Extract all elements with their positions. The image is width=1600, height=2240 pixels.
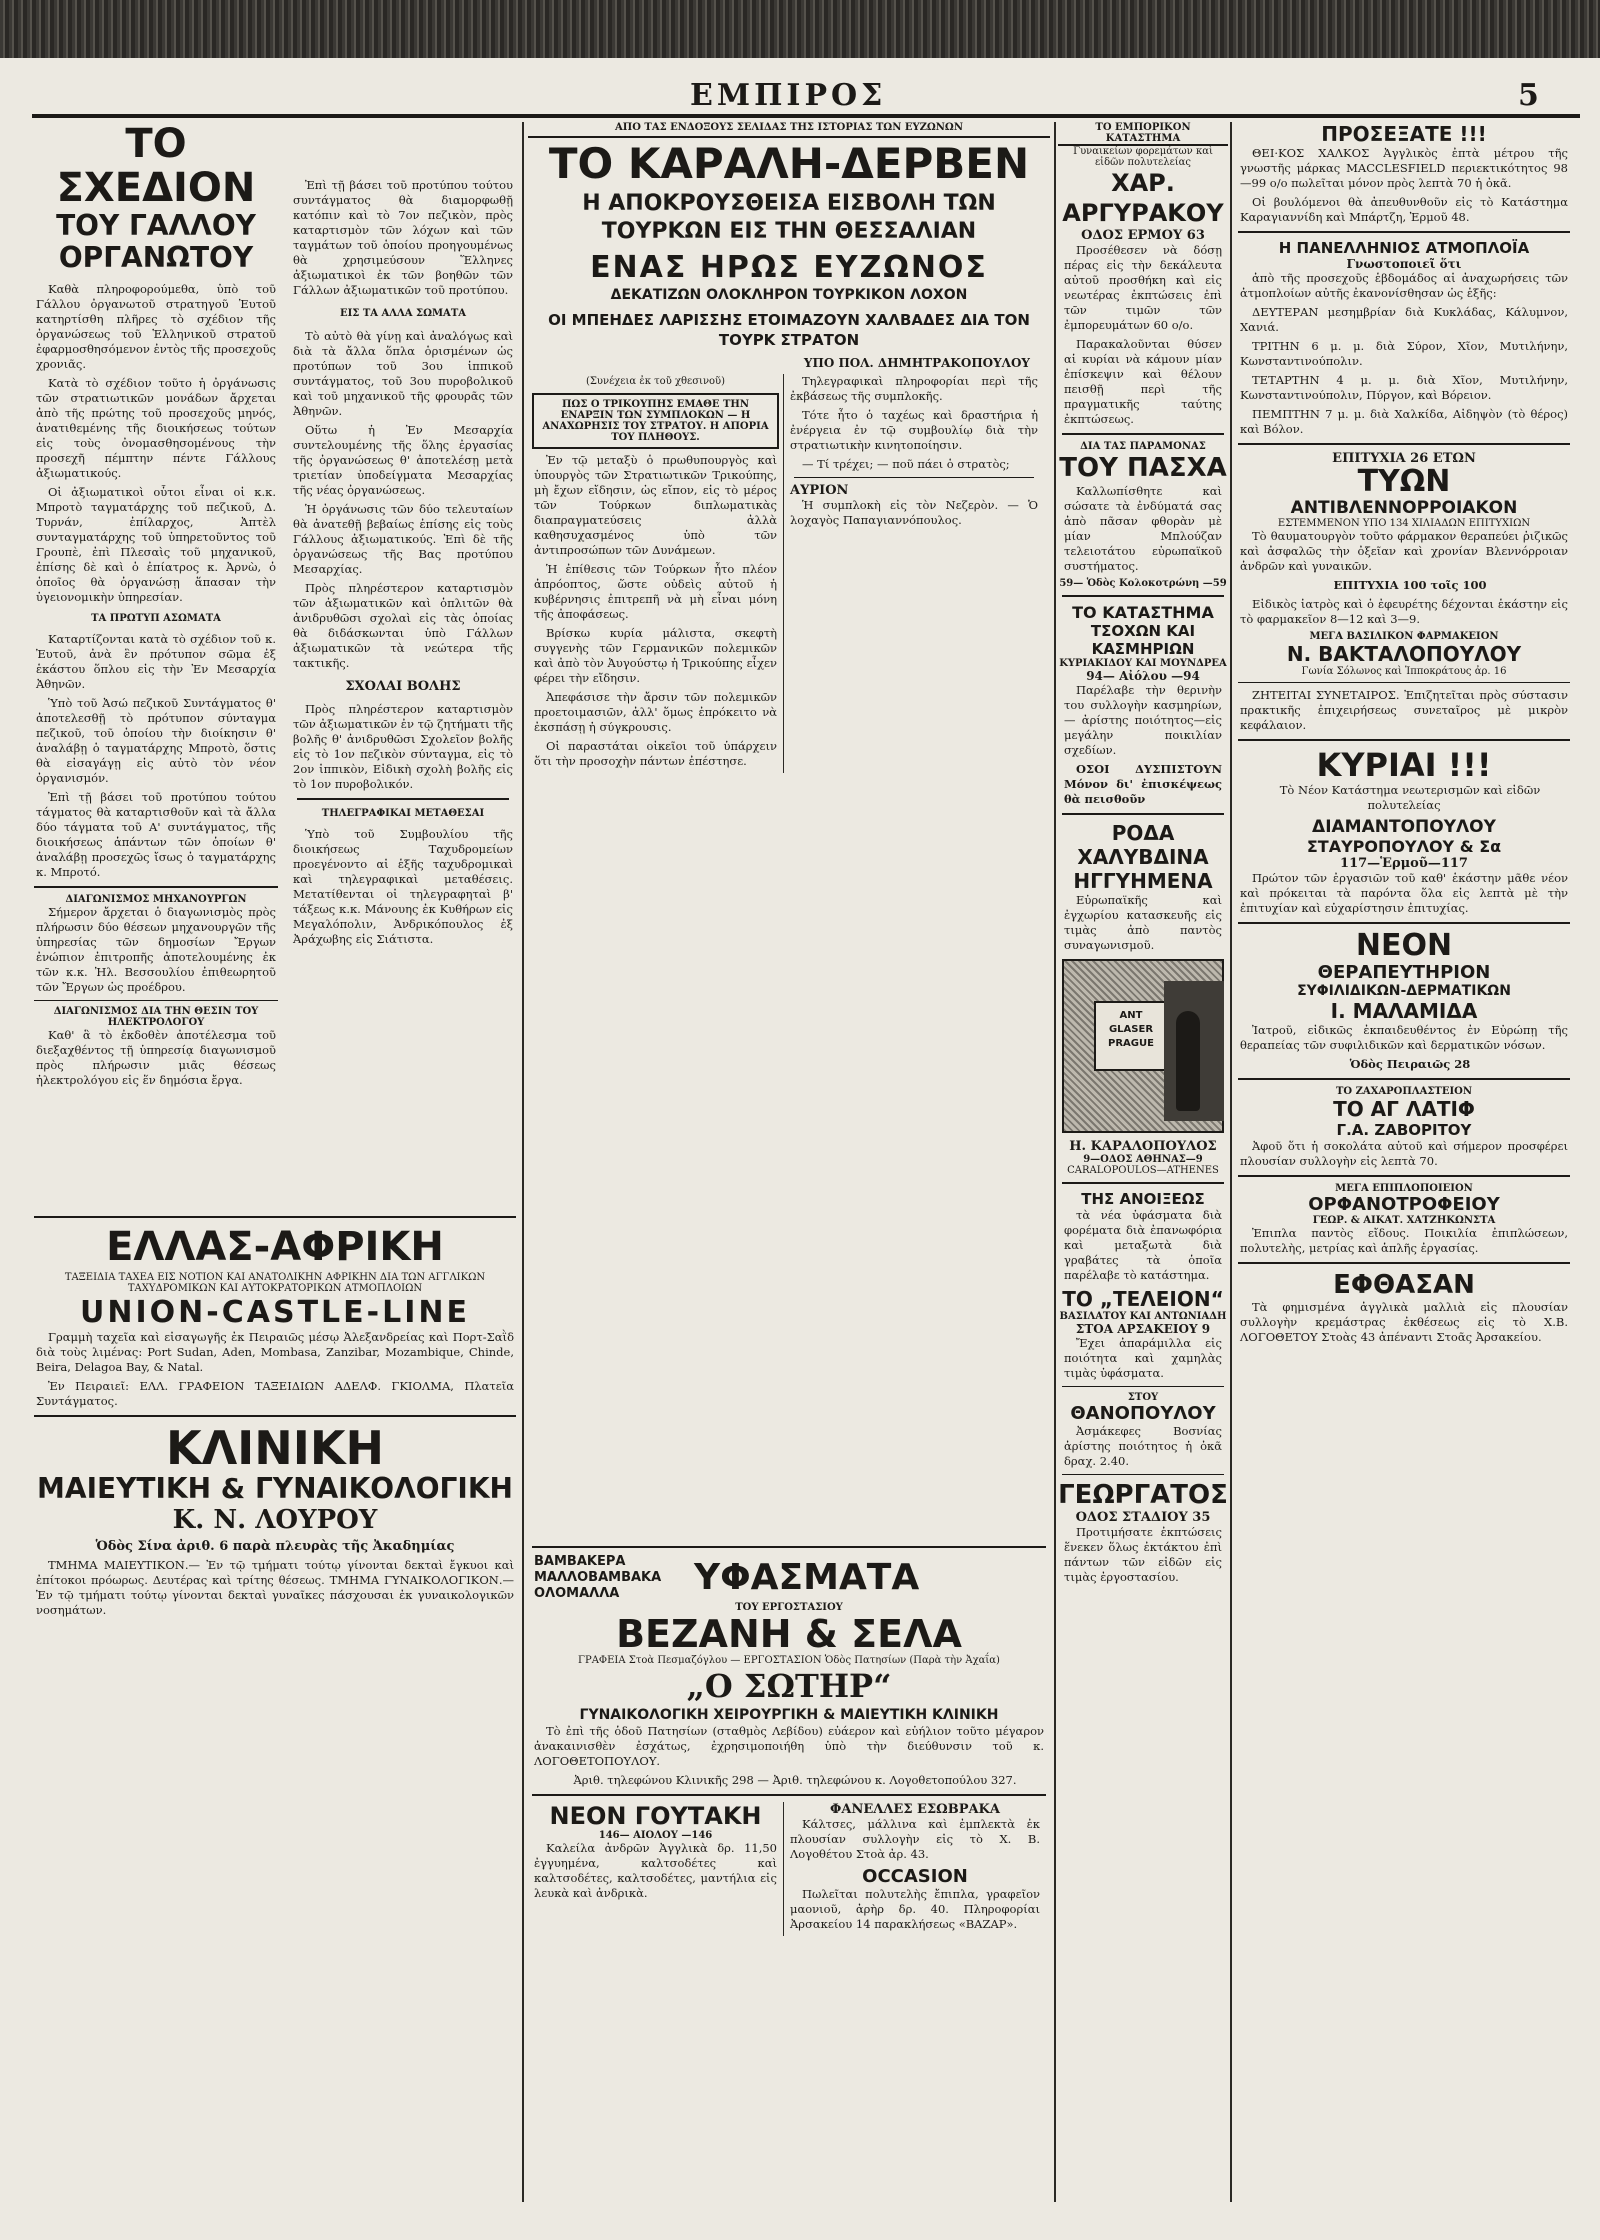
ad-headline: ΟΡΦΑΝΟΤΡΟΦΕΙΟΥ <box>1308 1194 1500 1215</box>
divider <box>1238 682 1570 683</box>
ad-headline: OCCASION <box>862 1866 968 1887</box>
subheadline: ΤΟΥ ΓΑΛΛΟΥ ΟΡΓΑΝΩΤΟΥ <box>56 209 256 274</box>
paragraph: Τὸ θαυματουργὸν τοῦτο φάρμακον θεραπεύει ῥιζικῶς καὶ ἀσφαλῶς τὴν ὀξεῖαν καὶ χρονίαν Βλεννόρροιαν ἀνδρῶν καὶ γυναικῶν. <box>1240 529 1568 573</box>
paragraph: Ὑπὸ τοῦ Συμβουλίου τῆς διοικήσεως Ταχυδρομείων προεγένοντο αἱ ἑξῆς ταχυδρομικαὶ καὶ τηλεγραφικαὶ μεταθέσεις. Μετατίθενται οἱ τηλεγραφηταὶ β' τάξεως κ.κ. Μάνουης ἐκ Κυθήρων εἰς Μεγαλόπολιν, Ἀνδρικόπουλος ἐξ Ἀράχωβης εἰς Σιάτιστα. <box>293 827 513 946</box>
column-rule <box>1054 122 1056 2202</box>
column-rule <box>522 122 524 2202</box>
ad-address: 117—Ἑρμοῦ—117 <box>1340 856 1468 871</box>
ad-kicker: ΜΕΓΑ ΕΠΙΠΛΟΠΟΙΕΙΟΝ <box>1335 1183 1473 1194</box>
paragraph: Εἰδικὸς ἰατρὸς καὶ ὁ ἐφευρέτης δέχονται ἑκάστην εἰς τὸ φαρμακεῖον 8—12 καὶ 3—9. <box>1240 597 1568 626</box>
ad-kicker: ΤΟ ΕΜΠΟΡΙΚΟΝ ΚΑΤΑΣΤΗΜΑ <box>1058 122 1228 146</box>
ad-address: 94— Αἰόλου —94 <box>1086 669 1200 683</box>
section-heading: ΤΑ ΠΡΩΤΥΠ ΑΣΩΜΑΤΑ <box>91 613 221 624</box>
ad-address: ΓΡΑΦΕΙΑ Στοὰ Πεσμαζόγλου — ΕΡΓΟΣΤΑΣΙΟΝ Ὁδὸς Πατησίων (Παρὰ τὴν Ἀχαΐα) <box>578 1655 1000 1666</box>
paragraph: Ἡ ὀργάνωσις τῶν δύο τελευταίων θὰ ἀνατεθῇ βεβαίως ἐπίσης εἰς τοὺς Γάλλους ἀξιωματικούς. Ἐπὶ δὲ τῆς ὀργανώσεως τῆς Βας προτύπου Μεσαρχίας. <box>293 502 513 576</box>
ad-headline: ΕΦΘΑΣΑΝ <box>1333 1270 1475 1300</box>
divider <box>297 798 509 800</box>
page-number: 5 <box>1518 78 1539 113</box>
ad-body <box>1240 1226 1568 1256</box>
ad-headline: ΤΟ ΚΑΤΑΣΤΗΜΑ <box>1072 603 1214 622</box>
paragraph: Τηλεγραφικαὶ πληροφορίαι περὶ τῆς ἐκβάσεως τῆς συμπλοκῆς. <box>790 374 1038 403</box>
ad-body <box>1064 484 1222 574</box>
ad-body <box>1064 1208 1222 1283</box>
ad-goutaki <box>528 1802 783 1936</box>
ad-headline: ΧΑΡ. ΑΡΓΥΡΑΚΟΥ <box>1062 169 1224 227</box>
ads-block-center <box>528 1540 1050 2200</box>
paragraph: ΤΕΤΑΡΤΗΝ 4 μ. μ. διὰ Χῖον, Μυτιλήνην, Κωνσταντινούπολιν, Πύργον, καὶ Βόρειον. <box>1240 373 1568 402</box>
paragraph: Καταρτίζονται κατὰ τὸ σχέδιον τοῦ κ. Ἐυτοῦ, ἀνὰ ἓν πρότυπον σῶμα ἐξ ἑκάστου ὅπλου εἰς τὴν Ἐν Μεσαρχία Ἀθηνῶν. <box>36 632 276 691</box>
paragraph: Πρὸς πληρέστερον καταρτισμὸν τῶν ἀξιωματικῶν ἐν τῷ ζητήματι τῆς βολῆς θ' ἀνιδρυθῶσι Σχολεῖον βολῆς εἰς τὸ 1ον πεζικὸν σύνταγμα, εἰς τὸ 2ον ἱππικὸν, Εἰδικὴ σχολὴ βολῆς εἰς τὸ 1ον πυροβολικόν. <box>293 702 513 791</box>
ad-body <box>790 1817 1040 1862</box>
ad-address: Γωνία Σόλωνος καὶ Ἱπποκράτους ἀρ. 16 <box>1301 666 1507 677</box>
ad-body <box>1064 1424 1222 1469</box>
ads-column-4 <box>1058 122 1228 2202</box>
shop-photo <box>1062 959 1224 1133</box>
ad-headline: ΥΦΑΣΜΑΤΑ <box>694 1557 920 1598</box>
article-body <box>534 453 777 769</box>
ad-address: 146— ΑΙΟΛΟΥ —146 <box>598 1830 713 1841</box>
ad-kicker: ΤΟ ΖΑΧΑΡΟΠΛΑΣΤΕΙΟΝ <box>1335 1086 1473 1097</box>
scan-edge <box>0 0 1600 58</box>
paragraph: Ἀπεφάσισε τὴν ἄρσιν τῶν πολεμικῶν προετοιμασιῶν, ἀλλ' ὅμως ἐπρόκειτο νὰ ἐκσπάσῃ ἡ σύγκρουσις. <box>534 690 777 734</box>
ad-headline: ΤΗΣ ΑΝΟΙΞΕΩΣ <box>1081 1190 1205 1208</box>
section-heading: ΔΙΑΓΩΝΙΣΜΟΣ ΔΙΑ ΤΗΝ ΘΕΣΙΝ ΤΟΥ ΗΛΕΚΤΡΟΛΟΓΟΥ <box>53 1006 259 1028</box>
paragraph: Οἱ βουλόμενοι θὰ ἀπευθυνθοῦν εἰς τὸ Κατάστημα Καραγιαννίδη καὶ Μπάρτζη, Ἑρμοῦ 48. <box>1240 195 1568 224</box>
ad-company: Η. ΚΑΡΑΛΟΠΟΥΛΟΣ <box>1069 1139 1217 1154</box>
ad-headline: ΤΥΩΝ <box>1357 464 1451 499</box>
paragraph: Παρέλαβε τὴν θερινὴν του συλλογὴν κασμηρίων, — ἀρίστης ποιότητος—εἰς μεγάλην ποικιλίαν σχεδίων. <box>1064 683 1222 757</box>
ad-body <box>790 1887 1040 1932</box>
paragraph: ΖΗΤΕΙΤΑΙ ΣΥΝΕΤΑΙΡΟΣ. Ἐπιζητεῖται πρὸς σύστασιν πρακτικῆς ἐπιχειρήσεως συνεταῖρος μὲ μικρὸν κεφάλαιον. <box>1240 688 1568 732</box>
ad-subheading: ΤΟΥ ΕΡΓΟΣΤΑΣΙΟΥ <box>735 1602 843 1613</box>
ad-headline: ΚΥΡΙΑΙ !!! <box>1316 746 1492 784</box>
ad-headline: ΓΕΩΡΓΑΤΟΣ <box>1058 1480 1228 1510</box>
subheadline: Η ΑΠΟΚΡΟΥΣΘΕΙΣΑ ΕΙΣΒΟΛΗ ΤΩΝ ΤΟΥΡΚΩΝ ΕΙΣ ΤΗΝ ΘΕΣΣΑΛΙΑΝ <box>582 191 996 244</box>
divider <box>532 1794 1046 1796</box>
ad-body <box>1240 783 1568 813</box>
ad-headline: ΘΕΡΑΠΕΥΤΗΡΙΟΝ <box>1317 962 1491 983</box>
article-body <box>293 178 513 947</box>
paragraph: Προτιμήσατε ἐκπτώσεις ἕνεκεν ὅλως ἐκτάκτου ἐπὶ πάντων τῶν εἰδῶν εἰς τιμὰς ἐργοστασίου. <box>1064 1525 1222 1584</box>
ad-body <box>1240 871 1568 916</box>
divider <box>1062 433 1224 435</box>
person-figure <box>1176 1011 1200 1111</box>
ad-company: Ι. ΜΑΛΑΜΙΔΑ <box>1330 999 1478 1023</box>
paragraph: Τότε ἦτο ὁ ταχέως καὶ δραστήρια ἡ ἐνέργεια ἐν τῷ συμβουλίῳ διὰ τὴν στρατιωτικὴν κινητοποίησιν. <box>790 408 1038 452</box>
divider <box>1062 813 1224 815</box>
ad-company: ΔΙΑΜΑΝΤΟΠΟΥΛΟΥ <box>1312 817 1496 837</box>
paragraph: Κάλτσες, μάλλινα καὶ ἐμπλεκτὰ ἐκ πλουσίαν συλλογὴν εἰς τὸ Χ. Β. Λογοθέτου Στοὰ ἀρ. 43. <box>790 1817 1040 1861</box>
ad-company: „Ο ΣΩΤΗΡ“ <box>686 1667 892 1705</box>
paragraph: Καθ' ἃ τὸ ἐκδοθὲν ἀποτέλεσμα τοῦ διεξαχθέντος τῇ ὑπηρεσίᾳ διαγωνισμοῦ πρὸς πλήρωσιν μιᾶς θέσεως ἠλεκτρολόγου εἰς ἕν δημόσια ἔργα. <box>36 1028 276 1087</box>
ad-headline: ΤΟ „ΤΕΛΕΙΟΝ“ <box>1062 1287 1224 1311</box>
article-body <box>36 1028 276 1088</box>
paragraph: ΕΠΙΤΥΧΙΑ 100 τοῖς 100 <box>1333 578 1487 592</box>
ad-body <box>1064 1336 1222 1381</box>
masthead-rule <box>32 114 1580 118</box>
ad-headline: ΗΓΓΥΗΜΕΝΑ <box>1073 869 1213 893</box>
ad-address: 9—ΟΔΟΣ ΑΘΗΝΑΣ—9 <box>1083 1154 1203 1165</box>
paragraph: Πρώτον τῶν ἐργασιῶν τοῦ καθ' ἑκάστην μᾶθε νέον καὶ πρόκειται τὰ παρόντα ὅλα εἰς λεπτὰ μὲ τὴν ἐπιτυχίαν καὶ εὐχαρίστησιν ἐπιτυχίας. <box>1240 871 1568 915</box>
shop-sign: ANT GLASER PRAGUE <box>1094 1001 1168 1071</box>
article-column-2 <box>287 122 519 1202</box>
ad-kicker: ΕΠΙΤΥΧΙΑ 26 ΕΤΩΝ <box>1332 451 1476 466</box>
ad-address: 59— Ὁδὸς Κολοκοτρώνη —59 <box>1059 578 1227 589</box>
paragraph: Ὑπὸ τοῦ Ἀσώ πεζικοῦ Συντάγματος θ' ἀποτελεσθῇ τὸ πρότυπον σύνταγμα πεζικοῦ, τοῦ ὁποίου τὴν διοίκησιν θ' ἀναλάβῃ ὁ ταγματάρχης Μπροτὸ, ὅστις θὰ εἰσαγάγῃ εἰς αὐτὸ τὸν νέον ὀργανισμόν. <box>36 696 276 785</box>
ad-headline: ΤΣΟΧΩΝ ΚΑΙ ΚΑΣΜΗΡΙΩΝ <box>1090 622 1196 658</box>
paragraph: Κατὰ τὸ σχέδιον τοῦτο ἡ ὀργάνωσις τῶν στρατιωτικῶν μονάδων ἄρχεται ἀπὸ τῆς πρώτης τοῦ προσεχοῦς μηνός, ἀνατιθεμένης τῆς διοικήσεως τούτων εἰς τοὺς ὀνομασθησομένους τὴν προσεχῆ πέμπτην πέντε Γάλλους ἀξιωματικούς. <box>36 376 276 480</box>
paragraph: ΔΕΥΤΕΡΑΝ μεσημβρίαν διὰ Κυκλάδας, Κάλυμνον, Χανιά. <box>1240 305 1568 334</box>
ad-headline: ΠΡΟΣΕΞΑΤΕ !!! <box>1321 122 1487 146</box>
ad-kicker: ΔΙΑ ΤΑΣ ΠΑΡΑΜΟΝΑΣ <box>1080 441 1206 452</box>
ad-fanelles <box>784 1802 1046 1936</box>
divider <box>1238 1175 1570 1177</box>
paragraph: Τὰ φημισμένα ἀγγλικὰ μαλλιὰ εἰς πλουσίαν συλλογὴν κρεμάστρας ἐκθέσεως εἰς τὸ Χ.Β. ΛΟΓΟΘΕΤΟΥ Στοὰς 43 ἀπέναντι Στοᾶς Ἀρσακείου. <box>1240 1300 1568 1344</box>
article-body <box>36 282 276 880</box>
divider <box>1238 443 1570 445</box>
ad-body <box>1240 1300 1568 1345</box>
paragraph: Ὁδὸς Πειραιῶς 28 <box>1349 1057 1471 1071</box>
ad-subheading: Γνωστοποιεῖ ὅτι <box>1346 257 1462 271</box>
section-heading: ΠΩΣ Ο ΤΡΙΚΟΥΠΗΣ ΕΜΑΘΕ ΤΗΝ ΕΝΑΡΞΙΝ ΤΩΝ ΣΥΜΠΛΟΚΩΝ — Η ΑΝΑΧΩΡΗΣΙΣ ΤΟΥ ΣΤΡΑΤΟΥ. Η ΑΠΟΡΙΑ ΤΟΥ ΠΛΗΘΟΥΣ. <box>532 393 779 449</box>
paragraph: Εὐρωπαϊκῆς καὶ ἐγχωρίου κατασκευῆς εἰς τιμὰς ἀπὸ παντὸς συναγωνισμοῦ. <box>1064 893 1222 952</box>
divider <box>794 477 1034 478</box>
ads-block-left <box>30 1210 520 2200</box>
ad-address: Ὁδὸς Σίνα ἀριθ. 6 παρὰ πλευρὰς τῆς Ἀκαδημίας <box>95 1539 455 1554</box>
subheadline: ΕΝΑΣ ΗΡΩΣ ΕΥΖΩΝΟΣ <box>590 250 988 285</box>
masthead <box>0 78 1600 118</box>
article-kicker: ΑΠΟ ΤΑΣ ΕΝΔΟΞΟΥΣ ΣΕΛΙΔΑΣ ΤΗΣ ΙΣΤΟΡΙΑΣ ΤΩΝ ΕΥΖΩΝΩΝ <box>528 122 1050 138</box>
article-right-column <box>784 374 1044 773</box>
ad-headline: ΦΑΝΕΛΛΕΣ ΕΣΩΒΡΑΚΑ <box>830 1802 1000 1817</box>
ad-headline: ΑΝΤΙΒΛΕΝΝΟΡΡΟΙΑΚΟΝ <box>1290 498 1518 518</box>
ad-headline: ΝΕΟΝ <box>1355 928 1453 963</box>
paragraph: Οἱ παραστάται οἰκεῖοι τοῦ ὑπάρχειν ὅτι τὴν προσοχὴν πάντων ἐπέστησε. <box>534 739 777 768</box>
paragraph: ἀπὸ τῆς προσεχοῦς ἑβδομάδος αἱ ἀναχωρήσεις τῶν ἀτμοπλοίων αὐτῆς ἐκανονίσθησαν ὡς ἑξῆς: <box>1240 271 1568 300</box>
ad-headline: ΤΟ ΑΓ ΛΑΤΙΦ <box>1333 1097 1475 1121</box>
ad-body <box>534 1841 777 1901</box>
divider <box>34 1000 278 1001</box>
byline: ΥΠΟ ΠΟΛ. ΔΗΜΗΤΡΑΚΟΠΟΥΛΟΥ <box>803 356 1030 370</box>
paragraph: ΤΡΙΤΗΝ 6 μ. μ. διὰ Σύρον, Χῖον, Μυτιλήνην, Κωνσταντινούπολιν. <box>1240 339 1568 368</box>
paragraph: Τὸ Νέον Κατάστημα νεωτερισμῶν καὶ εἰδῶν πολυτελείας <box>1279 783 1541 812</box>
ad-product-list: ΒΑΜΒΑΚΕΡΑ ΜΑΛΛΟΒΑΜΒΑΚΑ ΟΛΟΜΑΛΛΑ <box>534 1554 662 1601</box>
paragraph: Ἀσμάκεφες Βοσνίας ἀρίστης ποιότητος ἡ ὀκᾶ δραχ. 2.40. <box>1064 1424 1222 1468</box>
ad-body <box>1064 683 1222 807</box>
ad-body <box>1240 688 1568 733</box>
ad-body <box>534 1724 1044 1788</box>
ad-body <box>36 1558 514 1618</box>
paragraph: Τὸ ἐπὶ τῆς ὁδοῦ Πατησίων (σταθμὸς Λεβίδου) εὐάερον καὶ εὐήλιον τοῦτο μέγαρον ἀνακαινισθὲν ἐσχάτως, ἐχρησιμοποιήθη ὑπὸ τὴν διεύθυνσιν τοῦ κ. ΛΟΓΟΘΕΤΟΠΟΥΛΟΥ. <box>534 1724 1044 1768</box>
ad-body <box>1240 146 1568 225</box>
newspaper-title: ΕΜΠΙΡΟΣ <box>690 78 887 113</box>
headline: ΤΟ ΣΧΕΔΙΟΝ <box>56 122 256 211</box>
paragraph: — Τί τρέχει; — ποῦ πάει ὁ στρατὸς; <box>802 457 1010 471</box>
paragraph: Καλείλα ἀνδρῶν Ἀγγλικὰ δρ. 11,50 ἐγγυημένα, καλτσοδέτες καὶ καλτσοδέτες, καλτσοδέτες, μαντήλια εἰς λευκὰ καὶ ἀνδρικὰ. <box>534 1841 777 1900</box>
ad-subheading: ΓΥΝΑΙΚΟΛΟΓΙΚΗ ΧΕΙΡΟΥΡΓΙΚΗ & ΜΑΙΕΥΤΙΚΗ ΚΛΙΝΙΚΗ <box>579 1707 999 1723</box>
ad-headline: ΘΑΝΟΠΟΥΛΟΥ <box>1070 1403 1216 1424</box>
ad-address: CARALOPOULOS—ATHENES <box>1067 1165 1219 1176</box>
subheadline: ΔΕΚΑΤΙΖΩΝ ΟΛΟΚΛΗΡΟΝ ΤΟΥΡΚΙΚΟΝ ΛΟΧΟΝ <box>610 287 968 303</box>
ad-body <box>1064 243 1222 427</box>
divider <box>1062 1474 1224 1475</box>
paragraph: ΤΜΗΜΑ ΜΑΙΕΥΤΙΚΟΝ.— Ἐν τῷ τμήματι τούτῳ γίνονται δεκταὶ ἔγκυοι καὶ ἐπίτοκοι πρόωρως. Δευτέρας καὶ τρίτης θέσεως. ΤΜΗΜΑ ΓΥΝΑΙΚΟΛΟΓΙΚΟΝ.— Ἐν τῷ τμήματι τούτῳ γίνονται δεκταὶ γυναῖκες πάσχουσαι ἐκ γυναικολογικῶν νοσημάτων. <box>36 1558 514 1617</box>
ads-column-5 <box>1234 122 1574 2202</box>
column-rule <box>1230 122 1232 2202</box>
paragraph: τὰ νέα ὑφάσματα διὰ φορέματα διὰ ἐπανωφόρια καὶ μεταξωτὰ διὰ γραβάτες τὰ ὁποῖα παρέλαβε τὸ κατάστημα. <box>1064 1208 1222 1282</box>
paragraph: ΟΣΟΙ ΔΥΣΠΙΣΤΟΥΝ Μόνον δι' ἐπισκέψεως θὰ πεισθοῦν <box>1064 762 1222 806</box>
paragraph: Τὸ αὐτὸ θὰ γίνῃ καὶ ἀναλόγως καὶ διὰ τὰ ἄλλα ὅπλα ὁρισμένων ὡς προτύπων τοῦ 3ου ἱππικοῦ συντάγματος, τοῦ 3ου πυροβολικοῦ καὶ τοῦ μηχανικοῦ τῆς φρουρᾶς τῶν Ἀθηνῶν. <box>293 329 513 418</box>
ad-name: Κ. Ν. ΛΟΥΡΟΥ <box>172 1505 378 1535</box>
ad-body <box>1064 893 1222 953</box>
paragraph: Ἐν τῷ μεταξὺ ὁ πρωθυπουργὸς καὶ ὑπουργὸς τῶν Στρατιωτικῶν Τρικούπης, μὴ ἔχων εἴδησιν, ὡς εἴπον, εἰς τὸ μέρος τῶν Τούρκων διπλωματικὰς διαπραγματεύσεις ἀλλὰ καθησυχασμένος ὑπὸ τῶν ἀντιπροσώπων τῶν Δυνάμεων. <box>534 453 777 557</box>
ad-subheading: ΒΑΣΙΛΑΤΟΥ ΚΑΙ ΑΝΤΩΝΙΑΔΗ <box>1059 1311 1227 1322</box>
paragraph: Πωλεῖται πολυτελὴς ἔπιπλα, γραφεῖον μαονιοῦ, ἀρὴρ δρ. 40. Πληροφορίαι Ἀρσακείου 14 παρακλήσεως «ΒΑΖΑΡ». <box>790 1887 1040 1931</box>
ad-subheading: Γυναικείων φορεμάτων καὶ εἰδῶν πολυτελείας <box>1073 146 1213 168</box>
ad-kicker: ΣΤΟΥ <box>1127 1392 1159 1403</box>
ad-address: ΣΤΟΑ ΑΡΣΑΚΕΙΟΥ 9 <box>1075 1322 1211 1336</box>
divider <box>1062 1182 1224 1184</box>
divider <box>1238 922 1570 924</box>
ad-headline: ΚΛΙΝΙΚΗ <box>165 1421 385 1475</box>
section-heading: ΑΥΡΙΟΝ <box>790 483 849 498</box>
ad-kicker: ΜΕΓΑ ΒΑΣΙΛΙΚΟΝ ΦΑΡΜΑΚΕΙΟΝ <box>1309 631 1499 642</box>
divider <box>1238 1262 1570 1264</box>
divider <box>34 1415 516 1417</box>
divider <box>1062 595 1224 597</box>
ad-body <box>1240 1023 1568 1072</box>
ad-subheading: ΤΑΞΕΙΔΙΑ ΤΑΧΕΑ ΕΙΣ ΝΟΤΙΟΝ ΚΑΙ ΑΝΑΤΟΛΙΚΗΝ ΑΦΡΙΚΗΝ ΔΙΑ ΤΩΝ ΑΓΓΛΙΚΩΝ ΤΑΧΥΔΡΟΜΙΚΩΝ ΚΑΙ ΑΥΤΟΚΡΑΤΟΡΙΚΩΝ ΑΤΜΟΠΛΟΙΩΝ <box>64 1272 486 1294</box>
ad-company: Γ.Α. ΖΑΒΟΡΙΤΟΥ <box>1336 1121 1472 1139</box>
paragraph: Ἀριθ. τηλεφώνου Κλινικῆς 298 — Ἀριθ. τηλεφώνου κ. Λογοθετοπούλου 327. <box>573 1773 1017 1787</box>
ad-headline: Ν. ΒΑΚΤΑΛΟΠΟΥΛΟΥ <box>1286 642 1522 666</box>
paragraph: Οἱ ἀξιωματικοὶ οὗτοι εἶναι οἱ κ.κ. Μπροτὸ ταγματάρχης τοῦ πεζικοῦ, Δ. Τυρνάν, ἐπίλαρχος, Ἀπτὲλ συνταγματάρχης τοῦ ὑπηρετοῦντος τοῦ Γρουπὲ, ἐπὶ Πλεσαὶς τοῦ μηχανικοῦ, ἐπίσης δὲ καὶ ὁ ἐπίατρος κ. Ἀρνὼ, ὁ ὁποῖος θὰ ὀργανώσῃ ἅπασαν τὴν ὑγειονομικὴν ὑπηρεσίαν. <box>36 485 276 604</box>
article-body <box>36 905 276 995</box>
article-two-columns <box>528 374 1050 773</box>
ad-bottom-row <box>528 1802 1050 1936</box>
paragraph: Ἰατροῦ, εἰδικῶς ἐκπαιδευθέντος ἐν Εὐρώπῃ τῆς θεραπείας τῶν συφιλιδικῶν καὶ δερματικῶν νόσων. <box>1240 1023 1568 1052</box>
ad-body <box>1240 271 1568 437</box>
paragraph: Ἐπιπλα παντὸς εἴδους. Ποικιλία ἐπιπλώσεων, πολυτελὴς, μετρίας καὶ ἁπλῆς ἐργασίας. <box>1240 1226 1568 1255</box>
divider <box>34 1216 516 1218</box>
paragraph: Ἐπὶ τῇ βάσει τοῦ προτύπου τούτου συντάγματος θὰ διαμορφωθῇ κατόπιν καὶ τὸ 7ον πεζικὸν, πρὸς καταρτισμὸν τῶν λόχων καὶ τῶν ταγμάτων τοῦ ὁποίου προηγουμένως θὰ χρησιμεύσουν Ἕλληνες ἀξιωματικοὶ ἐκ τῶν βοηθῶν τῶν Γάλλων ἀξιωματικῶν τοῦ προτύπου. <box>293 178 513 297</box>
ad-company: UNION-CASTLE-LINE <box>80 1295 470 1330</box>
ad-header-row <box>528 1554 1050 1602</box>
paragraph: Σήμερον ἄρχεται ὁ διαγωνισμὸς πρὸς πλήρωσιν δύο θέσεων μηχανουργῶν τῆς ὑπηρεσίας τῶν δημοσίων Ἔργων ἐνώπιον ἐπιτροπῆς ἀποτελουμένης ἐκ τῶν κ.κ. Ἠλ. Βεσσουλίου ἐπιθεωρητοῦ τῶν Ἔργων ὡς προέδρου. <box>36 905 276 994</box>
paragraph: Παρακαλοῦνται θύσεν αἱ κυρίαι νὰ κάμουν μίαν ἐπίσκεψιν καὶ θέλουν πεισθῇ περὶ τῆς πραγματικῆς ταύτης ἐκπτώσεως. <box>1064 337 1222 426</box>
divider <box>34 886 278 888</box>
ad-headline: ΝΕΟΝ ΓΟΥΤΑΚΗ <box>549 1802 762 1830</box>
section-heading: ΤΗΛΕΓΡΑΦΙΚΑΙ ΜΕΤΑΘΕΣΑΙ <box>321 808 485 819</box>
ad-body <box>1240 529 1568 627</box>
divider <box>1062 1386 1224 1387</box>
ad-company: ΓΕΩΡ. & ΑΙΚΑΤ. ΧΑΤΖΗΚΩΝΣΤΑ <box>1312 1215 1496 1226</box>
ad-headline: ΡΟΔΑ ΧΑΛΥΒΔΙΝΑ <box>1077 821 1209 869</box>
ad-body <box>1240 1139 1568 1169</box>
paragraph: Ἐπὶ τῇ βάσει τοῦ προτύπου τούτου τάγματος θὰ καταρτισθοῦν καὶ τὰ ἄλλα δύο τάγματα τοῦ Α' συντάγματος, τῆς διοικήσεως ἁπάντων τῶν ὁποίων θ' ἀναλάβῃ προσεχῶς ἴσως ὁ ταγματάρχης κ. Μπροτό. <box>36 790 276 879</box>
ad-address: ΟΔΟΣ ΣΤΑΔΙΟΥ 35 <box>1075 1510 1211 1525</box>
divider <box>1238 231 1570 233</box>
paragraph: Καθὰ πληροφορούμεθα, ὑπὸ τοῦ Γάλλου ὀργανωτοῦ στρατηγοῦ Ἐυτοῦ κατηρτίσθη πλῆρες τὸ σχέδιον τῆς ὀργανώσεως τοῦ Ἑλληνικοῦ στρατοῦ ἐφαρμοσθησόμενον ἐντὸς τῆς προσεχοῦς χρονιᾶς. <box>36 282 276 371</box>
section-heading: ΕΙΣ ΤΑ ΑΛΛΑ ΣΩΜΑΤΑ <box>339 308 467 319</box>
ad-subheading: ΕΣΤΕΜΜΕΝΟΝ ΥΠΟ 134 ΧΙΛΙΑΔΩΝ ΕΠΙΤΥΧΙΩΝ <box>1277 518 1531 529</box>
headline: ΤΟ ΚΑΡΑΛΗ-ΔΕΡΒΕΝ <box>548 139 1030 188</box>
ad-headline: ΤΟΥ ΠΑΣΧΑ <box>1059 453 1227 483</box>
continued-note: (Συνέχεια ἐκ τοῦ χθεσινοῦ) <box>585 376 726 387</box>
ad-headline: ΕΛΛΑΣ-ΑΦΡΙΚΗ <box>106 1224 444 1270</box>
ad-body <box>36 1330 514 1409</box>
divider <box>532 1546 1046 1548</box>
paragraph: ΘΕΙ·ΚΟΣ ΧΑΛΚΟΣ Ἀγγλικὸς ἐπτὰ μέτρου τῆς γνωστῆς μάρκας MACCLESFIELD περιεκτικότητος 98—99 ο/ο πωλεῖται μόνον πρὸς λεπτὰ 70 ἡ ὀκᾶ. <box>1240 146 1568 190</box>
ad-headline: Η ΠΑΝΕΛΛΗΝΙΟΣ ΑΤΜΟΠΛΟΪΑ <box>1278 239 1530 257</box>
paragraph: Ἡ συμπλοκὴ εἰς τὸν Νεζερὸν. — Ὁ λοχαγὸς Παπαγιαννόπουλος. <box>790 498 1038 527</box>
ad-company: ΣΤΑΥΡΟΠΟΥΛΟΥ & Σα <box>1306 837 1502 856</box>
article-left-column <box>528 374 783 773</box>
ad-subheading: ΣΥΦΙΛΙΔΙΚΩΝ-ΔΕΡΜΑΤΙΚΩΝ <box>1297 983 1511 999</box>
paragraph: Ἔχει ἀπαράμιλλα εἰς ποιότητα καὶ χαμηλὰς τιμὰς ὑφάσματα. <box>1064 1336 1222 1380</box>
ad-address: ΟΔΟΣ ΕΡΜΟΥ 63 <box>1081 228 1205 243</box>
ad-company: ΒΕΖΑΝΗ & ΣΕΛΑ <box>616 1612 962 1656</box>
subheadline: ΟΙ ΜΠΕΗΔΕΣ ΛΑΡΙΣΣΗΣ ΕΤΟΙΜΑΖΟΥΝ ΧΑΛΒΑΔΕΣ ΔΙΑ ΤΟΝ ΤΟΥΡΚ ΣΤΡΑΤΟΝ <box>548 311 1030 349</box>
ad-subheading: ΜΑΙΕΥΤΙΚΗ & ΓΥΝΑΙΚΟΛΟΓΙΚΗ <box>37 1472 513 1505</box>
ad-body <box>1064 1525 1222 1585</box>
section-heading: ΔΙΑΓΩΝΙΣΜΟΣ ΜΗΧΑΝΟΥΡΓΩΝ <box>65 894 247 905</box>
paragraph: Ἐν Πειραιεῖ: ΕΛΛ. ΓΡΑΦΕΙΟΝ ΤΑΞΕΙΔΙΩΝ ΑΔΕΛΦ. ΓΚΙΟΛΜΑ, Πλατεῖα Συντάγματος. <box>36 1379 514 1408</box>
paragraph: Βρίσκω κυρία μάλιστα, σκεφτὴ συγγενὴς τῶν Γερμανικῶν πολεμικῶν καὶ ἀπὸ τὸν Ἀυγούστῳ ἡ Τρικούπης εἶχεν φέρει τὴν εἴδησιν. <box>534 626 777 685</box>
ad-company: ΚΥΡΙΑΚΙΔΟΥ ΚΑΙ ΜΟΥΝΔΡΕΑ <box>1059 658 1227 669</box>
paragraph: Ἀφοῦ ὅτι ἡ σοκολάτα αὐτοῦ καὶ σήμερον προσφέρει πλουσίαν συλλογὴν εἰς λεπτὰ 70. <box>1240 1139 1568 1168</box>
paragraph: Οὕτω ἡ Ἐν Μεσαρχία συντελουμένης τῆς ὅλης ἐργασίας τῆς ὀργανώσεως θ' ἀποτελέσῃ μετὰ τριετίαν ὑποδείγματα Μεσαρχίας τῆς νέας ὀργανώσεως. <box>293 423 513 497</box>
paragraph: Καλλωπίσθητε καὶ σώσατε τὰ ἐνδύματά σας ἀπὸ πᾶσαν φθορὰν μὲ μίαν Μπλούζαν τελειοτάτου εὐρωπαϊκοῦ συστήματος. <box>1064 484 1222 573</box>
paragraph: Γραμμὴ ταχεῖα καὶ εἰσαγωγῆς ἐκ Πειραιῶς μέσῳ Ἀλεξανδρείας καὶ Πορτ-Σαῒδ διὰ τοὺς λιμένας: Port Sudan, Aden, Mombasa, Zanzibar, Mozambique, Chinde, Beira, Delagoa Bay, & Natal. <box>36 1330 514 1374</box>
paragraph: Ἡ ἐπίθεσις τῶν Τούρκων ἦτο πλέον ἀπρόοπτος, ὥστε οὐδεὶς αὐτοῦ ἡ κυβέρνησις ἐπιτρεπῆ νὰ μὴ εἶναι μόνη τῆς ἀποφάσεως. <box>534 562 777 621</box>
article-body <box>790 374 1038 528</box>
divider <box>1238 1078 1570 1080</box>
paragraph: Πρὸς πληρέστερον καταρτισμὸν τῶν ἀξιωματικῶν καὶ ὁπλιτῶν θὰ ἀνιδρυθῶσι σχολαὶ εἰς τὰς ὁποίας θὰ διδάσκωνται ὑπὸ Γάλλων ἀξιωματικῶν τὰ νεώτερα τῆς τακτικῆς. <box>293 581 513 670</box>
paragraph: Προσέθεσεν νὰ δόσῃ πέρας εἰς τὴν δεκάλευτα αὐτοῦ προσθήκη καὶ εἰς νεωτέρας ἐκπτώσεις ἐπὶ τῶν τιμῶν τῶν ἐμπορευμάτων 60 ο/ο. <box>1064 243 1222 332</box>
section-heading: ΣΧΟΛΑΙ ΒΟΛΗΣ <box>345 679 461 694</box>
divider <box>1238 739 1570 741</box>
paragraph: ΠΕΜΠΤΗΝ 7 μ. μ. διὰ Χαλκίδα, Αἰδηψὸν (τὸ θέρος) καὶ Βόλον. <box>1240 407 1568 436</box>
